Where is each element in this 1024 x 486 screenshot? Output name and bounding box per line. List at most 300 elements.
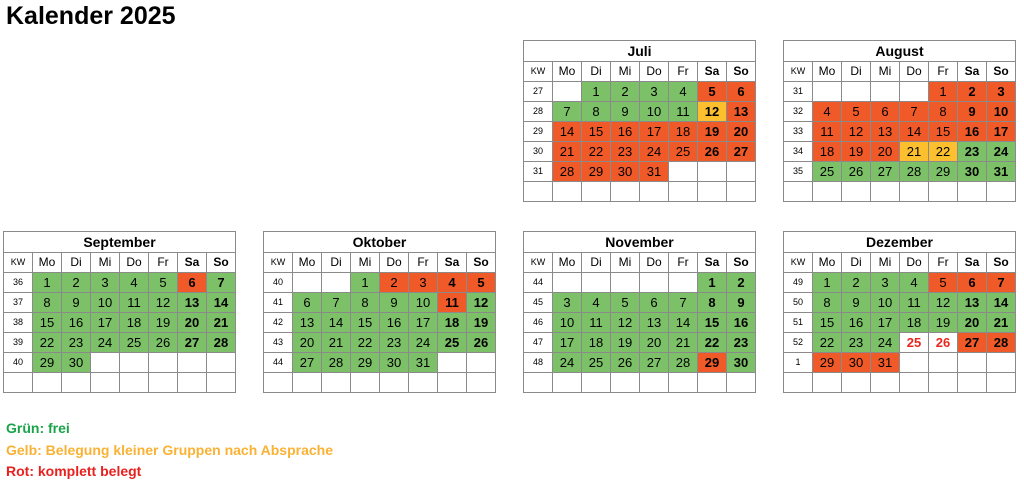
week-row	[784, 373, 1016, 393]
weekday-header: So	[987, 253, 1016, 273]
day-cell	[351, 373, 380, 393]
day-cell: 11	[438, 293, 467, 313]
weekday-header: Mi	[91, 253, 120, 273]
day-cell: 16	[842, 313, 871, 333]
day-cell: 23	[62, 333, 91, 353]
week-number: 41	[264, 293, 293, 313]
week-number: 36	[4, 273, 33, 293]
day-cell: 9	[958, 102, 987, 122]
day-cell: 17	[409, 313, 438, 333]
day-cell: 22	[582, 142, 611, 162]
day-cell: 13	[178, 293, 207, 313]
day-cell: 13	[640, 313, 669, 333]
week-number: 28	[524, 102, 553, 122]
day-cell	[987, 182, 1016, 202]
day-cell	[322, 373, 351, 393]
day-cell: 26	[467, 333, 496, 353]
month-header-row	[784, 41, 1016, 62]
day-cell	[842, 82, 871, 102]
day-cell: 21	[900, 142, 929, 162]
day-cell	[813, 182, 842, 202]
day-cell: 25	[813, 162, 842, 182]
day-cell: 21	[207, 313, 236, 333]
day-cell	[813, 373, 842, 393]
day-cell	[293, 273, 322, 293]
day-cell	[640, 182, 669, 202]
day-cell: 20	[871, 142, 900, 162]
kw-header: KW	[784, 253, 813, 273]
weekday-header: Fr	[929, 62, 958, 82]
day-cell: 7	[322, 293, 351, 313]
day-cell: 15	[813, 313, 842, 333]
day-cell	[727, 182, 756, 202]
day-cell	[553, 182, 582, 202]
day-cell: 23	[842, 333, 871, 353]
day-cell	[871, 182, 900, 202]
day-cell: 8	[813, 293, 842, 313]
day-cell: 30	[958, 162, 987, 182]
week-number: 45	[524, 293, 553, 313]
kw-header: KW	[264, 253, 293, 273]
legend-red: Rot: komplett belegt	[6, 463, 142, 479]
day-cell: 9	[611, 102, 640, 122]
day-cell: 20	[640, 333, 669, 353]
weekday-header: Sa	[178, 253, 207, 273]
day-cell: 12	[467, 293, 496, 313]
week-number: 40	[4, 353, 33, 373]
day-cell: 3	[987, 82, 1016, 102]
week-row	[784, 353, 1016, 373]
weekday-header: Do	[120, 253, 149, 273]
day-cell: 31	[640, 162, 669, 182]
week-row	[524, 373, 756, 393]
day-cell: 27	[640, 353, 669, 373]
day-cell	[611, 273, 640, 293]
day-cell: 3	[91, 273, 120, 293]
day-cell: 11	[120, 293, 149, 313]
day-cell: 27	[727, 142, 756, 162]
day-cell	[91, 373, 120, 393]
day-cell	[149, 373, 178, 393]
week-row	[524, 102, 756, 122]
day-cell: 11	[582, 313, 611, 333]
weekday-header: Do	[900, 62, 929, 82]
day-cell: 21	[987, 313, 1016, 333]
kw-header: KW	[524, 253, 553, 273]
weekday-header: So	[727, 253, 756, 273]
day-cell	[553, 82, 582, 102]
day-cell: 31	[871, 353, 900, 373]
week-row	[4, 313, 236, 333]
day-cell: 25	[669, 142, 698, 162]
day-cell: 29	[351, 353, 380, 373]
week-number	[524, 182, 553, 202]
month-name: Dezember	[784, 232, 1016, 253]
day-cell	[62, 373, 91, 393]
day-cell: 2	[62, 273, 91, 293]
month-calendar-november	[523, 231, 756, 393]
week-number	[4, 373, 33, 393]
day-cell: 10	[871, 293, 900, 313]
day-cell: 27	[178, 333, 207, 353]
day-cell: 13	[958, 293, 987, 313]
day-cell	[669, 162, 698, 182]
day-cell	[611, 373, 640, 393]
day-cell: 1	[698, 273, 727, 293]
day-cell: 8	[698, 293, 727, 313]
day-cell	[322, 273, 351, 293]
day-cell	[120, 353, 149, 373]
day-cell: 20	[293, 333, 322, 353]
day-cell: 17	[640, 122, 669, 142]
week-number: 42	[264, 313, 293, 333]
week-number	[784, 182, 813, 202]
weekday-header: Fr	[929, 253, 958, 273]
weekday-header: Sa	[698, 253, 727, 273]
day-cell: 4	[120, 273, 149, 293]
week-number: 31	[524, 162, 553, 182]
day-cell: 13	[871, 122, 900, 142]
day-cell	[871, 373, 900, 393]
weekday-header: Sa	[438, 253, 467, 273]
weekday-header: Mi	[611, 62, 640, 82]
week-row	[524, 162, 756, 182]
kw-header: KW	[524, 62, 553, 82]
day-cell: 24	[640, 142, 669, 162]
day-cell	[958, 373, 987, 393]
week-row	[784, 313, 1016, 333]
weekday-header: So	[467, 253, 496, 273]
weekday-header: Mi	[871, 62, 900, 82]
day-cell: 18	[582, 333, 611, 353]
month-header-row	[784, 232, 1016, 253]
kw-header: KW	[4, 253, 33, 273]
week-row	[784, 122, 1016, 142]
week-row	[4, 373, 236, 393]
day-cell: 31	[987, 162, 1016, 182]
day-cell: 23	[727, 333, 756, 353]
weekday-header: Do	[640, 62, 669, 82]
day-cell: 25	[582, 353, 611, 373]
weekday-header: Fr	[409, 253, 438, 273]
day-cell	[149, 353, 178, 373]
day-cell: 17	[553, 333, 582, 353]
day-cell: 12	[611, 313, 640, 333]
week-number: 39	[4, 333, 33, 353]
day-cell: 26	[611, 353, 640, 373]
day-cell: 4	[813, 102, 842, 122]
month-header-row	[524, 232, 756, 253]
day-cell	[207, 373, 236, 393]
day-cell	[698, 373, 727, 393]
weekday-header: Di	[322, 253, 351, 273]
legend-green: Grün: frei	[6, 420, 70, 436]
day-cell: 19	[929, 313, 958, 333]
day-cell: 30	[727, 353, 756, 373]
day-cell	[958, 182, 987, 202]
day-cell	[33, 373, 62, 393]
day-cell: 30	[611, 162, 640, 182]
week-number: 49	[784, 273, 813, 293]
day-cell: 26	[842, 162, 871, 182]
day-cell: 12	[149, 293, 178, 313]
day-cell: 4	[900, 273, 929, 293]
day-cell: 1	[813, 273, 842, 293]
month-calendar-oktober	[263, 231, 496, 393]
day-cell	[698, 182, 727, 202]
weekday-header: So	[987, 62, 1016, 82]
day-cell: 22	[929, 142, 958, 162]
day-cell: 2	[380, 273, 409, 293]
weekday-header: Sa	[958, 253, 987, 273]
weekday-header-row	[784, 62, 1016, 82]
day-cell: 31	[409, 353, 438, 373]
week-row	[524, 142, 756, 162]
month-calendar-august	[783, 40, 1016, 202]
weekday-header-row	[784, 253, 1016, 273]
day-cell: 29	[33, 353, 62, 373]
day-cell: 8	[351, 293, 380, 313]
day-cell: 21	[669, 333, 698, 353]
day-cell	[409, 373, 438, 393]
day-cell	[438, 353, 467, 373]
weekday-header: Mi	[611, 253, 640, 273]
day-cell: 3	[640, 82, 669, 102]
weekday-header: Di	[842, 253, 871, 273]
day-cell: 24	[553, 353, 582, 373]
month-header-row	[264, 232, 496, 253]
day-cell: 7	[207, 273, 236, 293]
week-row	[4, 293, 236, 313]
kw-header: KW	[784, 62, 813, 82]
day-cell: 19	[698, 122, 727, 142]
day-cell: 2	[842, 273, 871, 293]
day-cell: 18	[120, 313, 149, 333]
week-row	[524, 333, 756, 353]
week-row	[524, 182, 756, 202]
month-calendar-juli	[523, 40, 756, 202]
day-cell	[929, 353, 958, 373]
day-cell: 22	[813, 333, 842, 353]
weekday-header: Mo	[293, 253, 322, 273]
day-cell: 30	[62, 353, 91, 373]
day-cell: 3	[553, 293, 582, 313]
week-row	[524, 293, 756, 313]
day-cell: 19	[467, 313, 496, 333]
week-number: 38	[4, 313, 33, 333]
day-cell: 23	[958, 142, 987, 162]
day-cell: 28	[322, 353, 351, 373]
week-number: 31	[784, 82, 813, 102]
day-cell: 19	[149, 313, 178, 333]
day-cell: 24	[987, 142, 1016, 162]
weekday-header: So	[727, 62, 756, 82]
day-cell: 15	[698, 313, 727, 333]
day-cell: 5	[698, 82, 727, 102]
day-cell: 24	[871, 333, 900, 353]
day-cell: 9	[380, 293, 409, 313]
day-cell: 11	[813, 122, 842, 142]
weekday-header: Sa	[698, 62, 727, 82]
week-number: 47	[524, 333, 553, 353]
day-cell: 5	[929, 273, 958, 293]
day-cell: 26	[698, 142, 727, 162]
day-cell: 7	[669, 293, 698, 313]
weekday-header-row	[524, 253, 756, 273]
week-number: 43	[264, 333, 293, 353]
day-cell: 10	[553, 313, 582, 333]
day-cell	[987, 353, 1016, 373]
month-calendar-dezember	[783, 231, 1016, 393]
day-cell: 16	[380, 313, 409, 333]
weekday-header: Mo	[33, 253, 62, 273]
week-row	[524, 273, 756, 293]
week-number: 33	[784, 122, 813, 142]
month-header-row	[4, 232, 236, 253]
day-cell: 25	[120, 333, 149, 353]
week-number: 40	[264, 273, 293, 293]
day-cell	[813, 82, 842, 102]
week-row	[784, 182, 1016, 202]
day-cell	[293, 373, 322, 393]
week-row	[784, 273, 1016, 293]
week-row	[784, 162, 1016, 182]
day-cell: 20	[727, 122, 756, 142]
day-cell: 17	[871, 313, 900, 333]
day-cell	[900, 353, 929, 373]
day-cell	[640, 273, 669, 293]
day-cell	[553, 273, 582, 293]
day-cell: 23	[380, 333, 409, 353]
week-row	[4, 273, 236, 293]
day-cell	[582, 273, 611, 293]
day-cell: 14	[322, 313, 351, 333]
weekday-header: Fr	[669, 253, 698, 273]
day-cell: 5	[842, 102, 871, 122]
day-cell: 3	[409, 273, 438, 293]
day-cell: 15	[33, 313, 62, 333]
week-number: 44	[264, 353, 293, 373]
day-cell: 25	[900, 333, 929, 353]
weekday-header-row	[4, 253, 236, 273]
week-number: 32	[784, 102, 813, 122]
day-cell: 30	[842, 353, 871, 373]
day-cell: 18	[438, 313, 467, 333]
week-row	[784, 333, 1016, 353]
weekday-header: Di	[62, 253, 91, 273]
day-cell: 28	[900, 162, 929, 182]
day-cell: 27	[958, 333, 987, 353]
day-cell	[669, 182, 698, 202]
day-cell: 5	[611, 293, 640, 313]
day-cell: 18	[669, 122, 698, 142]
day-cell: 6	[178, 273, 207, 293]
day-cell: 1	[351, 273, 380, 293]
day-cell: 3	[871, 273, 900, 293]
day-cell: 20	[178, 313, 207, 333]
day-cell: 16	[727, 313, 756, 333]
day-cell: 29	[698, 353, 727, 373]
day-cell: 24	[409, 333, 438, 353]
day-cell: 7	[987, 273, 1016, 293]
day-cell: 29	[813, 353, 842, 373]
day-cell: 2	[958, 82, 987, 102]
day-cell: 24	[91, 333, 120, 353]
week-number: 29	[524, 122, 553, 142]
legend-yellow: Gelb: Belegung kleiner Gruppen nach Absprache	[6, 442, 333, 458]
weekday-header: Mi	[871, 253, 900, 273]
week-row	[264, 353, 496, 373]
day-cell: 5	[467, 273, 496, 293]
week-number: 1	[784, 353, 813, 373]
week-number: 52	[784, 333, 813, 353]
day-cell: 10	[409, 293, 438, 313]
month-name: Juli	[524, 41, 756, 62]
day-cell: 17	[91, 313, 120, 333]
day-cell: 16	[958, 122, 987, 142]
week-row	[784, 293, 1016, 313]
day-cell: 29	[582, 162, 611, 182]
day-cell: 8	[33, 293, 62, 313]
day-cell: 6	[640, 293, 669, 313]
day-cell: 6	[871, 102, 900, 122]
week-row	[264, 333, 496, 353]
week-number: 51	[784, 313, 813, 333]
day-cell: 2	[727, 273, 756, 293]
day-cell	[611, 182, 640, 202]
day-cell	[178, 353, 207, 373]
weekday-header: Do	[640, 253, 669, 273]
weekday-header-row	[264, 253, 496, 273]
weekday-header: Do	[380, 253, 409, 273]
day-cell	[698, 162, 727, 182]
day-cell: 13	[727, 102, 756, 122]
day-cell: 28	[987, 333, 1016, 353]
day-cell: 10	[640, 102, 669, 122]
week-row	[264, 313, 496, 333]
week-row	[4, 353, 236, 373]
week-number: 50	[784, 293, 813, 313]
weekday-header: Sa	[958, 62, 987, 82]
day-cell: 4	[669, 82, 698, 102]
day-cell	[929, 373, 958, 393]
weekday-header: Do	[900, 253, 929, 273]
weekday-header: Di	[582, 253, 611, 273]
day-cell: 23	[611, 142, 640, 162]
day-cell: 16	[611, 122, 640, 142]
day-cell: 15	[929, 122, 958, 142]
day-cell: 22	[698, 333, 727, 353]
day-cell: 25	[438, 333, 467, 353]
day-cell	[929, 182, 958, 202]
weekday-header: So	[207, 253, 236, 273]
day-cell: 4	[438, 273, 467, 293]
day-cell	[207, 353, 236, 373]
week-number: 34	[784, 142, 813, 162]
month-name: November	[524, 232, 756, 253]
week-number	[784, 373, 813, 393]
week-row	[784, 102, 1016, 122]
day-cell	[467, 373, 496, 393]
day-cell	[640, 373, 669, 393]
day-cell: 28	[207, 333, 236, 353]
day-cell: 14	[669, 313, 698, 333]
day-cell: 4	[582, 293, 611, 313]
weekday-header: Mi	[351, 253, 380, 273]
week-row	[784, 142, 1016, 162]
week-row	[524, 353, 756, 373]
day-cell	[467, 353, 496, 373]
